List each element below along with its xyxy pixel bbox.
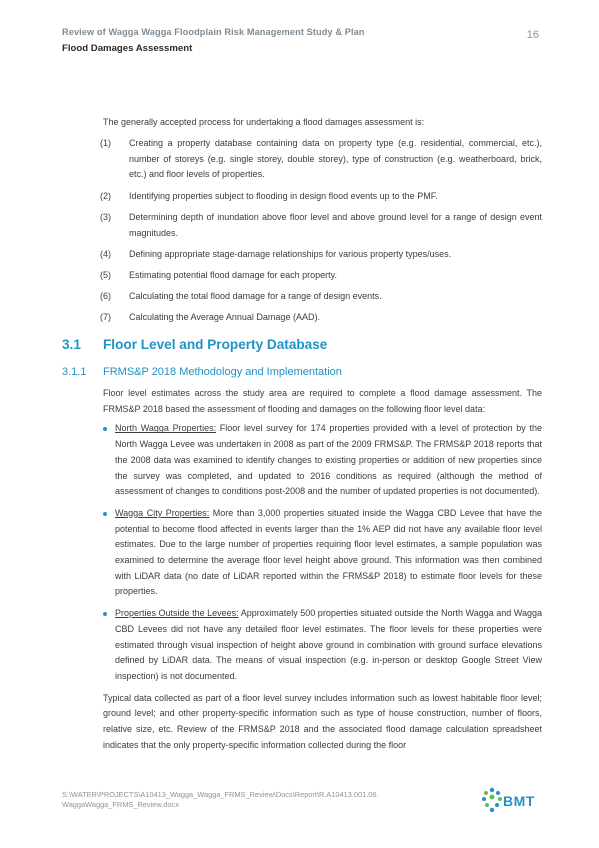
header-section-title: Flood Damages Assessment xyxy=(62,43,193,54)
file-path-footer xyxy=(62,790,442,810)
file-path-line: WaggaWagga_FRMS_Review.docx xyxy=(62,800,179,809)
step-number: (3) xyxy=(100,211,111,222)
subsection-number: 3.1.1 xyxy=(62,366,87,379)
bmt-logo-mark-icon xyxy=(481,786,503,814)
step-text: Estimating potential flood damage for each property. xyxy=(129,269,337,280)
section-heading xyxy=(62,337,542,357)
page-body xyxy=(62,115,542,754)
intro-paragraph: The generally accepted process for undertaking a flood damages assessment is: xyxy=(103,117,425,127)
section-heading-text: Floor Level and Property Database xyxy=(103,337,328,353)
bullet-text: More than 3,000 properties situated inside the Wagga CBD Levee that have the potential to become flood affected in events larger than the 1% AEP did not have any available floor level estimates. Due to the large number of properties requiring floor level estimates, a sample population was examined to determine the average floor level height above ground. This information was then combined with LiDAR data (no date of LiDAR reported within the FRMS&P 2018) to estimate floor levels for these properties. xyxy=(115,507,542,597)
body-paragraph: Floor level estimates across the study area are required to complete a flood damage assessment. The FRMS&P 2018 based the assessment of flooding and damages on the following floor level data: xyxy=(103,388,542,414)
bullet-icon xyxy=(103,427,107,431)
bullet-icon xyxy=(103,512,107,516)
bmt-logo xyxy=(481,785,541,815)
document-title: Review of Wagga Wagga Floodplain Risk Management Study & Plan xyxy=(62,27,365,37)
step-number: (1) xyxy=(100,138,111,148)
bullet-label: Wagga City Properties: xyxy=(115,507,210,518)
body-paragraph: Typical data collected as part of a floor level survey includes information such as lowest habitable floor level; ground level; and other property-specific information such as type of house construction, number of floors, relative size, etc. Review of the FRMS&P 2018 and the associated flood damage calculation spreadsheet indicates that the only property-specific information collected during the floor xyxy=(103,692,542,750)
step-number: (5) xyxy=(100,269,111,280)
step-text: Calculating the Average Annual Damage (AAD). xyxy=(129,312,320,323)
list-item xyxy=(62,136,542,183)
step-number: (7) xyxy=(100,312,111,323)
bullet-label: Properties Outside the Levees: xyxy=(115,608,239,619)
step-text: Creating a property database containing data on property type (e.g. residential, commercial, etc.), number of storeys (e.g. single storey, double storey), type of construction (e.g. weatherboard, brick, etc.) and floor levels of properties. xyxy=(129,138,542,180)
step-number: (4) xyxy=(100,248,111,259)
section-number: 3.1 xyxy=(62,337,81,353)
subsection-heading-text: FRMS&P 2018 Methodology and Implementation xyxy=(103,366,342,379)
list-item xyxy=(62,289,542,305)
process-steps-list xyxy=(62,136,542,326)
logo-text: BMT xyxy=(503,793,535,809)
page-header xyxy=(62,27,539,54)
step-text: Determining depth of inundation above floor level and above ground level for a range of design event magnitudes. xyxy=(129,211,542,238)
page-number: 16 xyxy=(526,29,539,41)
bullet-text: Floor level survey for 174 properties provided with a level of protection by the North Wagga Levee was undertaken in 2008 as part of the 2009 FRMS&P. The FRMS&P 2018 reports that the 2008 data was examined to identify changes to existing properties or addition of new properties since the survey was completed, and updated to 2016 conditions as required (although the method of assessment of changes to conditions post-2008 and the number of updated properties is not documented). xyxy=(115,423,542,497)
step-text: Identifying properties subject to flooding in design flood events up to the PMF. xyxy=(129,190,438,201)
list-item xyxy=(62,506,542,600)
list-item xyxy=(62,189,542,205)
list-item xyxy=(62,268,542,284)
step-text: Calculating the total flood damage for a range of design events. xyxy=(129,291,382,302)
step-text: Defining appropriate stage-damage relationships for various property types/uses. xyxy=(129,248,452,259)
list-item xyxy=(62,421,542,500)
step-number: (2) xyxy=(100,190,111,201)
list-item xyxy=(62,247,542,263)
subsection-heading xyxy=(62,366,542,382)
bullet-text: Approximately 500 properties situated outside the North Wagga and Wagga CBD Levees did not have any detailed floor level estimates. The floor levels for these properties were estimated through visual inspection of height above ground in combination with ground surface elevations defined by LiDAR data. The means of visual inspection (e.g. in-person or desktop Google Street View inspection) is not documented. xyxy=(115,608,542,681)
bullet-icon xyxy=(103,612,107,616)
file-path-line: S:\WATER\PROJECTS\A10413_Wagga_Wagga_FRMS_Review\Docs\Report\R.A10413.001.06. xyxy=(62,790,379,799)
list-item xyxy=(62,310,542,326)
floor-level-data-list xyxy=(62,421,542,684)
step-number: (6) xyxy=(100,291,111,302)
bullet-label: North Wagga Properties: xyxy=(115,423,217,434)
list-item xyxy=(62,210,542,241)
list-item xyxy=(62,606,542,685)
